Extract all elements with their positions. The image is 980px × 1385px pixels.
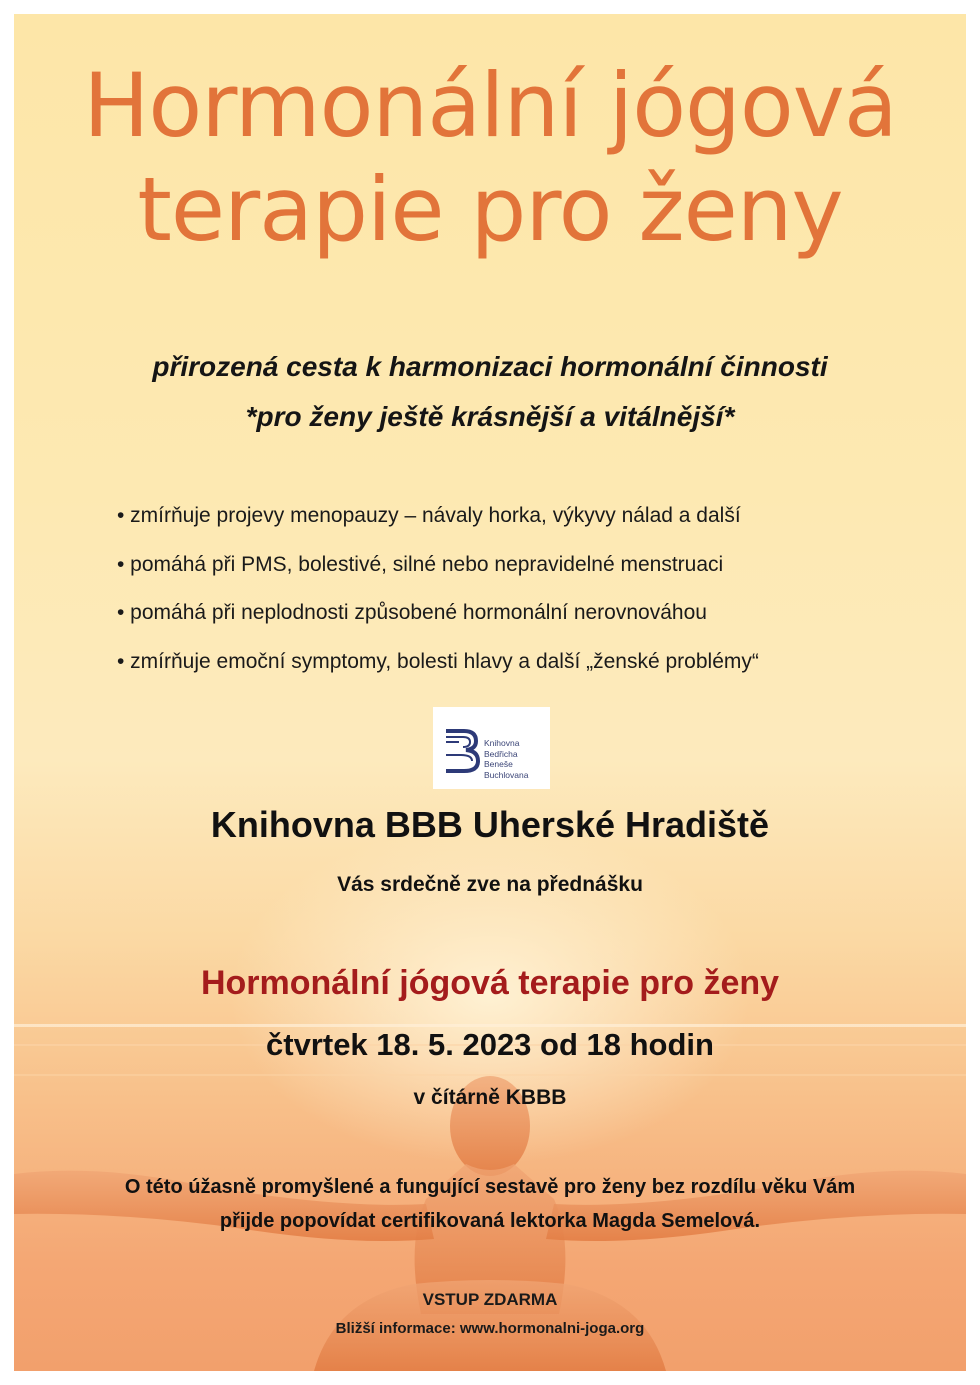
logo-line: Knihovna bbox=[484, 738, 520, 748]
library-logo bbox=[433, 707, 550, 789]
benefit-item: • zmírňuje projevy menopauzy – návaly horka, výkyvy nálad a další bbox=[117, 504, 741, 527]
benefit-item: • pomáhá při neplodnosti způsobené hormonální nerovnováhou bbox=[117, 601, 707, 624]
subtitle-line-2: *pro ženy ještě krásnější a vitálnější* bbox=[245, 401, 735, 432]
event-title: Hormonální jógová terapie pro ženy bbox=[200, 964, 780, 1002]
benefits-list bbox=[117, 492, 937, 686]
benefit-item: • pomáhá při PMS, bolestivé, silné nebo nepravidelné menstruaci bbox=[117, 552, 724, 576]
invitation-text: Vás srdečně zve na přednášku bbox=[337, 873, 643, 896]
event-date: čtvrtek 18. 5. 2023 od 18 hodin bbox=[266, 1027, 714, 1062]
poster-title bbox=[14, 54, 966, 262]
library-b-logo-icon bbox=[442, 725, 482, 775]
more-info-link: Bližší informace: www.hormonalni-joga.org bbox=[335, 1320, 645, 1337]
description-line-1: O této úžasně promyšlené a fungující sestavě pro ženy bez rozdílu věku Vám bbox=[124, 1176, 856, 1198]
logo-line: Bedřicha bbox=[484, 748, 518, 759]
poster bbox=[14, 14, 966, 1371]
lecture-description bbox=[54, 1170, 926, 1238]
event-venue: v čítárně KBBB bbox=[413, 1086, 567, 1109]
logo-line: Beneše bbox=[484, 759, 513, 769]
title-line-1: Hormonální jógová bbox=[83, 54, 897, 157]
subtitle-line-1: přirozená cesta k harmonizaci hormonální činnosti bbox=[152, 351, 828, 382]
title-line-2: terapie pro ženy bbox=[137, 158, 843, 261]
library-name: Knihovna BBB Uherské Hradiště bbox=[210, 804, 770, 845]
description-line-2: přijde popovídat certifikovaná lektorka Magda Semelová. bbox=[219, 1210, 761, 1232]
subtitle bbox=[14, 342, 966, 442]
benefit-item: • zmírňuje emoční symptomy, bolesti hlavy a další „ženské problémy“ bbox=[117, 649, 759, 673]
logo-text bbox=[484, 738, 528, 780]
logo-line: Buchlovana bbox=[484, 769, 529, 780]
free-entry-label: VSTUP ZDARMA bbox=[422, 1290, 558, 1309]
